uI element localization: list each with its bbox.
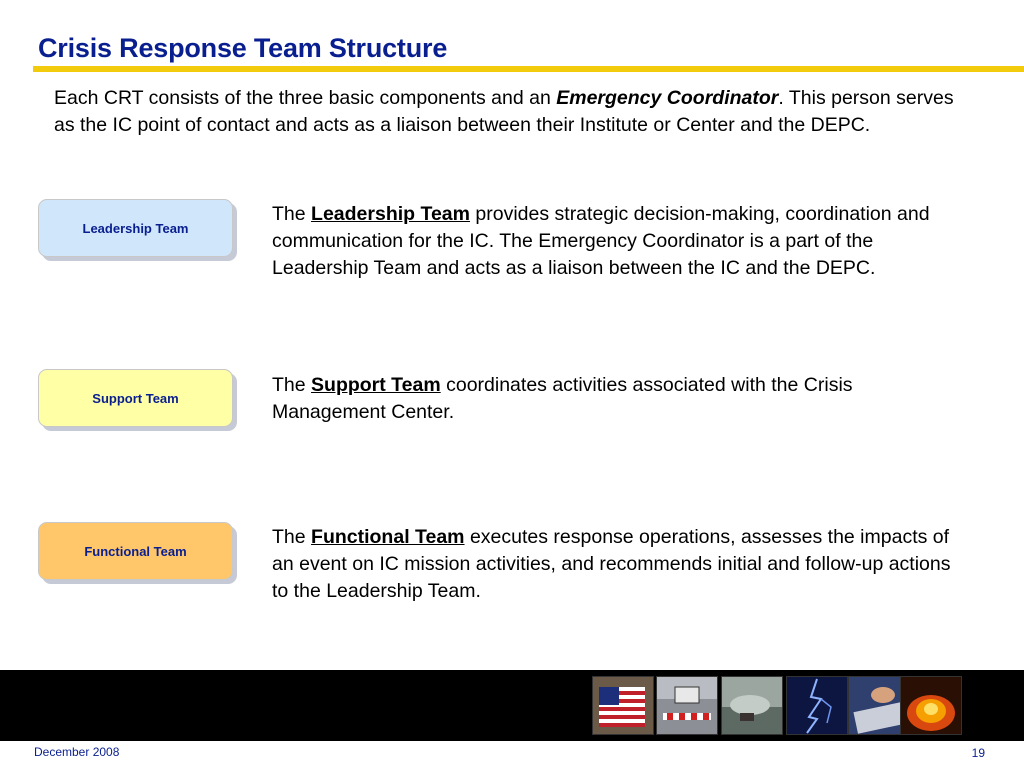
foggy-road-photo-icon [721, 676, 783, 735]
intro-paragraph [54, 85, 974, 139]
fire-photo-icon [900, 676, 962, 735]
support-team-term: Support Team [311, 374, 441, 396]
functional-team-text: executes response operations, assesses the impacts of an event on IC mission activities, and recommends initial and follow-up actions to the Leadership Team. [272, 526, 951, 602]
leadership-team-description [272, 201, 962, 282]
support-team-description [272, 372, 962, 426]
page-number: 19 [971, 746, 985, 760]
intro-text-end: . This person serves as the IC point of contact and acts as a liaison between their Institute or Center and the DEPC. [54, 87, 954, 136]
footer-date: December 2008 [34, 745, 120, 759]
page-title: Crisis Response Team Structure [38, 33, 448, 63]
functional-team-description [272, 524, 962, 605]
intro-text-start: Each CRT consists of the three basic components and an [54, 87, 557, 109]
road-closed-photo-icon [656, 676, 718, 735]
leadership-team-text: provides strategic decision-making, coordination and communication for the IC. The Emergency Coordinator is a part of the Leadership Team and acts as a liaison between the IC and the DEPC. [272, 203, 930, 279]
functional-team-box-label: Functional Team [84, 543, 187, 559]
functional-team-box [38, 522, 233, 580]
functional-team-term: Functional Team [311, 526, 465, 548]
emergency-coordinator-term: Emergency Coordinator [556, 87, 779, 109]
functional-prefix: The [272, 526, 312, 548]
flag-photo-icon [592, 676, 654, 735]
leadership-team-box-label: Leadership Team [82, 220, 189, 236]
leadership-team-box [38, 199, 233, 257]
leadership-team-term: Leadership Team [311, 203, 470, 225]
support-team-box-label: Support Team [92, 390, 179, 406]
support-team-text: coordinates activities associated with the Crisis Management Center. [272, 374, 853, 423]
leadership-prefix: The [272, 203, 312, 225]
title-underline [33, 66, 1024, 72]
lightning-photo-icon [786, 676, 848, 735]
support-team-box [38, 369, 233, 427]
support-prefix: The [272, 374, 312, 396]
